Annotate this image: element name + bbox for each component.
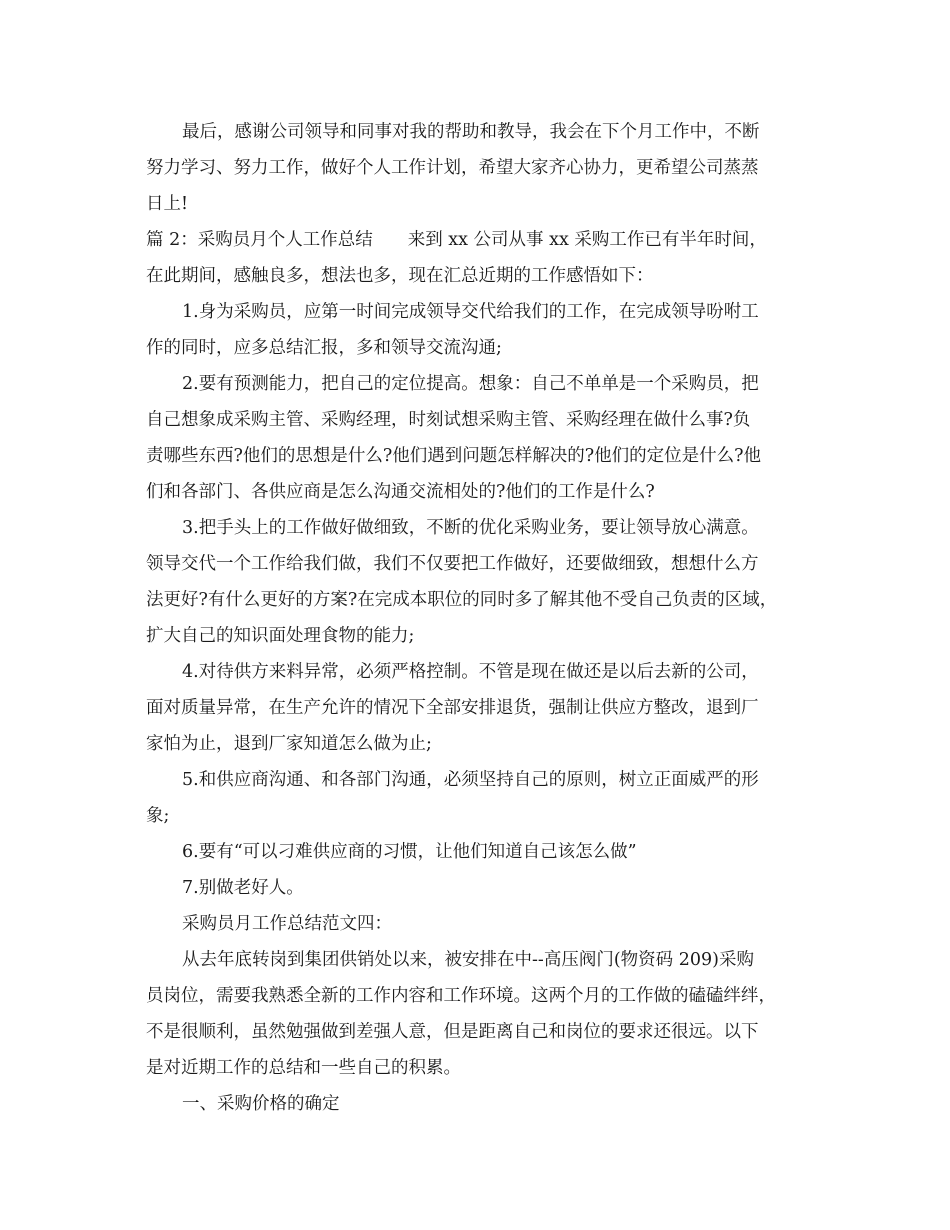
paragraph-line: 是对近期工作的总结和一些自己的积累。 — [146, 1058, 461, 1078]
section-title-line: 篇 2：采购员月个人工作总结 来到 xx 公司从事 xx 采购工作已有半年时间， — [146, 230, 767, 250]
paragraph-line: 不是很顺利，虽然勉强做到差强人意，但是距离自己和岗位的要求还很远。以下 — [146, 1022, 759, 1042]
list-item-line: 2.要有预测能力，把自己的定位提高。想象：自己不单单是一个采购员，把 — [182, 374, 759, 394]
paragraph-line: 从去年底转岗到集团供销处以来，被安排在中--高压阀门(物资码 209)采购 — [182, 950, 754, 970]
section-title-line: 采购员月工作总结范文四： — [182, 914, 392, 934]
paragraph-line: 在此期间，感触良多，想法也多，现在汇总近期的工作感悟如下： — [146, 266, 654, 286]
list-item-line: 法更好?有什么更好的方案?在完成本职位的同时多了解其他不受自己负责的区域， — [146, 590, 778, 610]
paragraph-line: 努力学习、努力工作，做好个人工作计划，希望大家齐心协力，更希望公司蒸蒸 — [146, 158, 759, 178]
list-item-line: 作的同时，应多总结汇报，多和领导交流沟通; — [146, 338, 502, 358]
paragraph-line: 最后，感谢公司领导和同事对我的帮助和教导，我会在下个月工作中，不断 — [182, 122, 760, 142]
list-item-line: 们和各部门、各供应商是怎么沟通交流相处的?他们的工作是什么? — [146, 482, 655, 502]
list-item-line: 自己想象成采购主管、采购经理，时刻试想采购主管、采购经理在做什么事?负 — [146, 410, 751, 430]
list-item-line: 领导交代一个工作给我们做，我们不仅要把工作做好，还要做细致，想想什么方 — [146, 554, 759, 574]
list-item-line: 象; — [146, 806, 170, 826]
list-item-line: 家怕为止，退到厂家知道怎么做为止; — [146, 734, 432, 754]
list-item-line: 扩大自己的知识面处理食物的能力; — [146, 626, 415, 646]
list-item-line: 7.别做老好人。 — [182, 878, 304, 898]
list-item-line: 3.把手头上的工作做好做细致，不断的优化采购业务，要让领导放心满意。 — [182, 518, 759, 538]
list-item-line: 5.和供应商沟通、和各部门沟通，必须坚持自己的原则，树立正面威严的形 — [182, 770, 759, 790]
paragraph-line: 日上! — [146, 194, 189, 214]
list-item-line: 面对质量异常，在生产允许的情况下全部安排退货，强制让供应方整改，退到厂 — [146, 698, 759, 718]
document-body — [146, 114, 806, 1122]
list-item-line: 6.要有“可以刁难供应商的习惯，让他们知道自己该怎么做” — [182, 842, 637, 862]
paragraph-line: 员岗位，需要我熟悉全新的工作内容和工作环境。这两个月的工作做的磕磕绊绊， — [146, 986, 776, 1006]
list-item-line: 责哪些东西?他们的思想是什么?他们遇到问题怎样解决的?他们的定位是什么?他 — [146, 446, 762, 466]
list-item-line: 4.对待供方来料异常，必须严格控制。不管是现在做还是以后去新的公司， — [182, 662, 759, 682]
subheading-line: 一、采购价格的确定 — [182, 1094, 340, 1114]
list-item-line: 1.身为采购员，应第一时间完成领导交代给我们的工作，在完成领导吩咐工 — [182, 302, 759, 322]
